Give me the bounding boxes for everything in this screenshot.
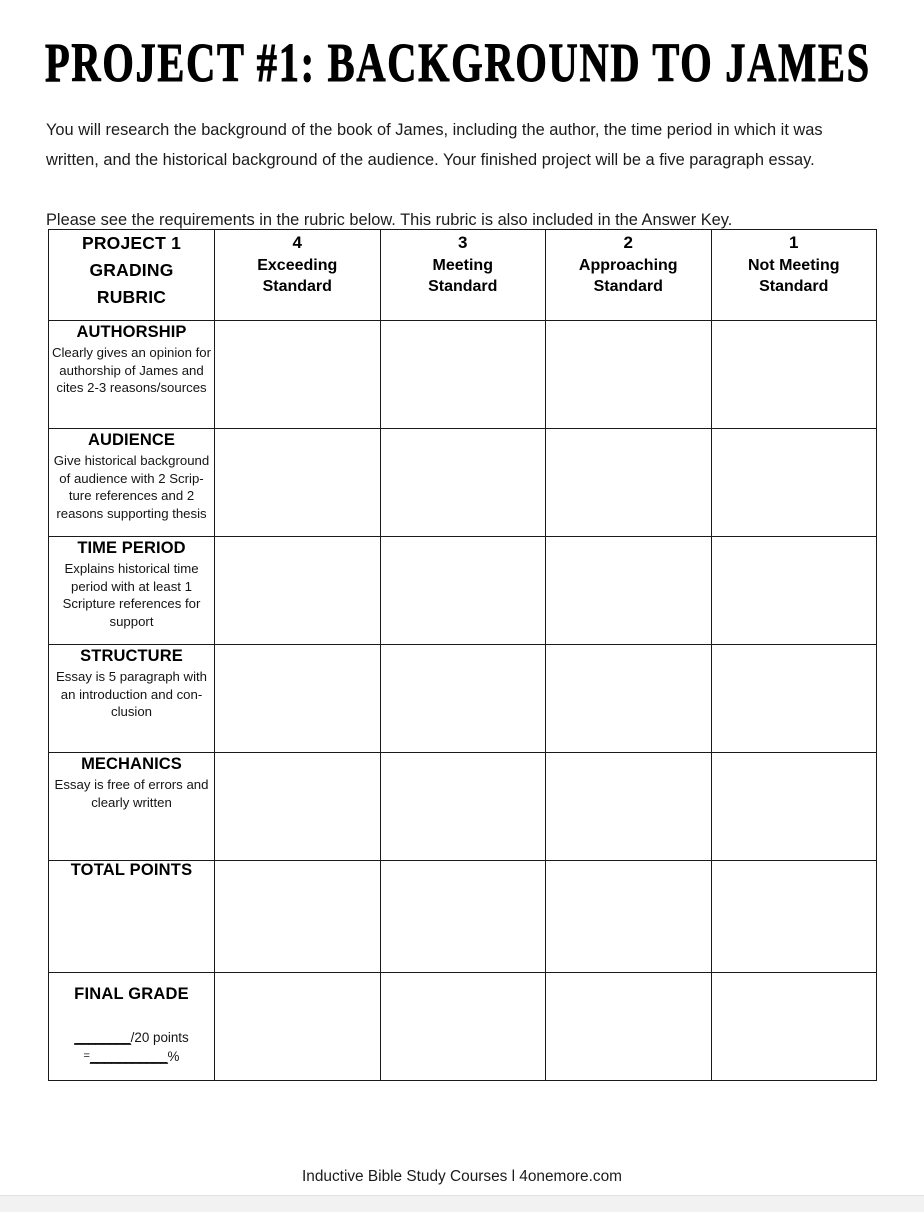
page-title: PROJECT #1: BACKGROUND TO JAMES — [45, 33, 871, 94]
criterion-name-audience: AUDIENCE — [88, 431, 175, 449]
criterion-description-mechanics: Essay is free of errors and clearly written — [54, 777, 209, 810]
intro-paragraph-2: Please see the requirements in the rubric below. This rubric is also included in the Answer Key. — [46, 211, 733, 229]
intro-paragraph-1: You will research the background of the book of James, including the author, the time period in which it was written, and the historical background of the audience. Your finished project will be a five paragraph essay. — [46, 121, 823, 169]
rubric-row-audience — [49, 429, 877, 537]
criterion-cell-audience — [49, 429, 215, 537]
criterion-cell-authorship — [49, 321, 215, 429]
score-label-4-line2: Standard — [262, 278, 332, 295]
score-label-2-line1: Approaching — [578, 257, 678, 274]
score-label-1-line2: Standard — [759, 278, 829, 295]
final-grade-fill-in — [49, 1028, 214, 1066]
score-value-2: 2 — [623, 233, 633, 252]
final-grade-box-4[interactable] — [215, 973, 381, 1081]
final-grade-percent-suffix: % — [167, 1049, 180, 1064]
score-box-authorship-2[interactable] — [546, 321, 712, 429]
score-box-time-period-4[interactable] — [215, 537, 381, 645]
rubric-row-mechanics — [49, 753, 877, 861]
rubric-title-line-1: PROJECT 1 — [81, 233, 182, 253]
page-bottom-edge — [0, 1195, 924, 1212]
final-grade-cell — [49, 973, 215, 1081]
rubric-score-header-1 — [711, 230, 877, 321]
criterion-cell-mechanics — [49, 753, 215, 861]
score-label-3-line2: Standard — [428, 278, 498, 295]
criterion-name-authorship: AUTHORSHIP — [76, 323, 187, 341]
criterion-description-structure: Essay is 5 paragraph with an introduction and con-clusion — [56, 669, 207, 720]
criterion-cell-time-period — [49, 537, 215, 645]
score-box-structure-1[interactable] — [711, 645, 877, 753]
score-value-1: 1 — [789, 233, 799, 252]
rubric-row-authorship — [49, 321, 877, 429]
score-value-3: 3 — [458, 233, 468, 252]
rubric-row-total-points — [49, 861, 877, 973]
criterion-name-mechanics: MECHANICS — [81, 755, 182, 773]
final-grade-points-suffix: /20 points — [130, 1030, 189, 1045]
final-grade-points-blank[interactable]: ________ — [74, 1030, 131, 1045]
intro-text-block — [46, 115, 878, 235]
score-box-audience-2[interactable] — [546, 429, 712, 537]
score-box-time-period-2[interactable] — [546, 537, 712, 645]
rubric-score-header-2 — [546, 230, 712, 321]
final-grade-percent-blank[interactable]: ___________ — [89, 1049, 168, 1064]
rubric-score-header-4 — [215, 230, 381, 321]
score-box-audience-3[interactable] — [380, 429, 546, 537]
final-grade-box-3[interactable] — [380, 973, 546, 1081]
score-box-authorship-3[interactable] — [380, 321, 546, 429]
score-box-audience-1[interactable] — [711, 429, 877, 537]
rubric-row-structure — [49, 645, 877, 753]
final-grade-label: FINAL GRADE — [74, 985, 189, 1003]
criterion-description-audience: Give historical background of audience with 2 Scrip-ture references and 2 reasons supporting thesis — [53, 453, 210, 521]
score-box-authorship-4[interactable] — [215, 321, 381, 429]
rubric-title-line-2: GRADING — [89, 260, 174, 280]
score-box-time-period-3[interactable] — [380, 537, 546, 645]
score-box-structure-2[interactable] — [546, 645, 712, 753]
score-label-1-line1: Not Meeting — [747, 257, 840, 274]
criterion-description-authorship: Clearly gives an opinion for authorship of James and cites 2-3 reasons/sources — [51, 345, 212, 396]
score-box-mechanics-4[interactable] — [215, 753, 381, 861]
page-footer: Inductive Bible Study Courses l 4onemore.com — [302, 1168, 622, 1185]
score-value-4: 4 — [292, 233, 302, 252]
rubric-score-header-3 — [380, 230, 546, 321]
score-box-mechanics-3[interactable] — [380, 753, 546, 861]
rubric-header-row — [49, 230, 877, 321]
score-box-time-period-1[interactable] — [711, 537, 877, 645]
final-grade-equals-sign: = — [83, 1050, 90, 1062]
criterion-cell-structure — [49, 645, 215, 753]
score-label-2-line2: Standard — [593, 278, 663, 295]
rubric-title-cell — [49, 230, 215, 321]
total-points-cell — [49, 861, 215, 973]
score-box-structure-3[interactable] — [380, 645, 546, 753]
total-points-box-4[interactable] — [215, 861, 381, 973]
score-box-mechanics-1[interactable] — [711, 753, 877, 861]
total-points-box-3[interactable] — [380, 861, 546, 973]
score-label-3-line1: Meeting — [432, 257, 493, 274]
criterion-name-structure: STRUCTURE — [80, 647, 183, 665]
final-grade-box-1[interactable] — [711, 973, 877, 1081]
rubric-row-time-period — [49, 537, 877, 645]
rubric-row-final-grade — [49, 973, 877, 1081]
total-points-label: TOTAL POINTS — [70, 861, 193, 879]
total-points-box-2[interactable] — [546, 861, 712, 973]
rubric-title-line-3: RUBRIC — [96, 287, 167, 307]
criterion-description-time-period: Explains historical time period with at least 1 Scripture references for support — [62, 561, 201, 629]
grading-rubric-table — [48, 229, 877, 1081]
final-grade-box-2[interactable] — [546, 973, 712, 1081]
score-box-structure-4[interactable] — [215, 645, 381, 753]
total-points-box-1[interactable] — [711, 861, 877, 973]
score-box-audience-4[interactable] — [215, 429, 381, 537]
criterion-name-time-period: TIME PERIOD — [77, 539, 186, 557]
score-box-mechanics-2[interactable] — [546, 753, 712, 861]
score-box-authorship-1[interactable] — [711, 321, 877, 429]
score-label-4-line1: Exceeding — [257, 257, 338, 274]
